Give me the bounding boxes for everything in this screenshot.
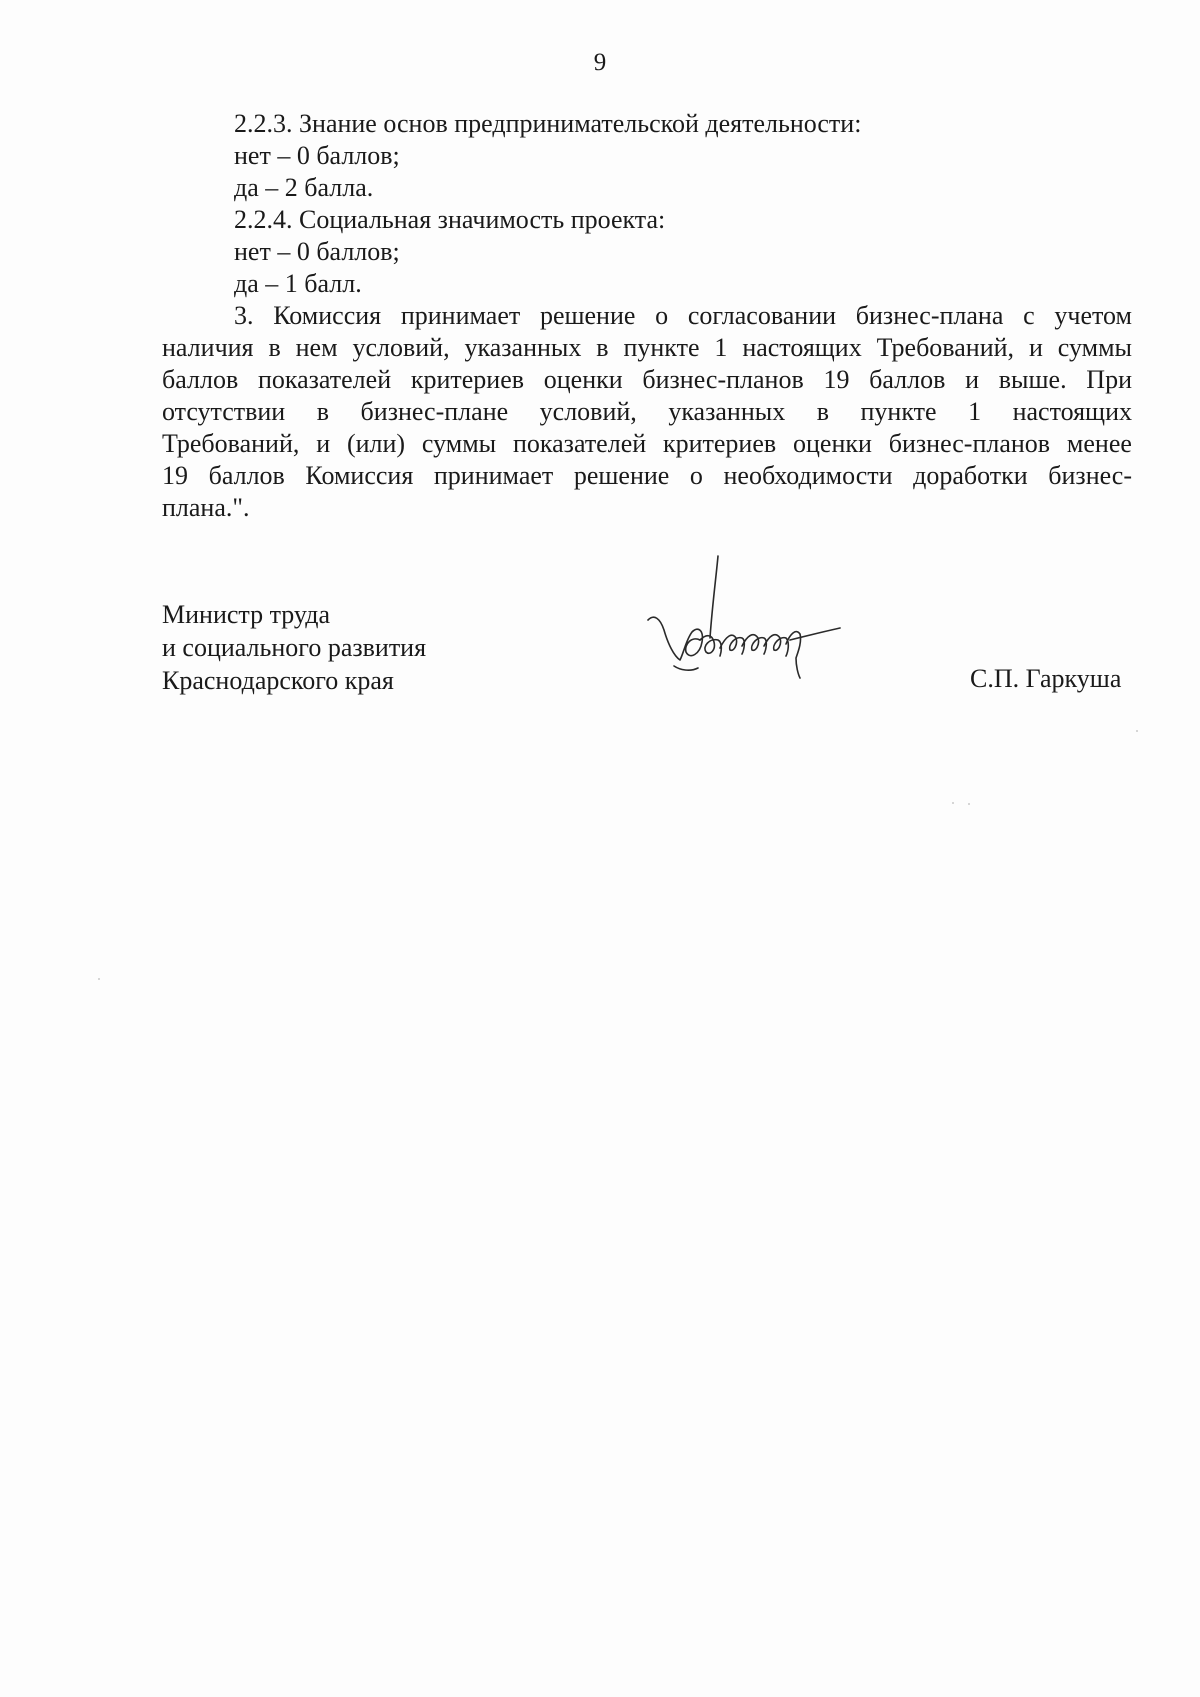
word: показателей bbox=[257, 365, 392, 394]
word: оценки bbox=[793, 429, 872, 458]
word: оценки bbox=[543, 365, 623, 394]
word: показателей bbox=[512, 429, 647, 458]
word: баллов bbox=[208, 461, 285, 490]
paragraph-line bbox=[162, 300, 1132, 332]
word: в bbox=[816, 397, 829, 426]
signatory-title-line: Краснодарского края bbox=[162, 666, 394, 695]
word: наличия bbox=[162, 333, 254, 362]
word: доработки bbox=[913, 461, 1028, 490]
word: принимает bbox=[400, 301, 521, 330]
paragraph-line bbox=[162, 332, 1132, 364]
handwritten-signature-icon bbox=[640, 548, 860, 698]
word: (или) bbox=[346, 429, 406, 458]
word: баллов bbox=[869, 365, 946, 394]
word: настоящих bbox=[1012, 397, 1132, 426]
word: указанных bbox=[668, 397, 786, 426]
word: бизнес- bbox=[1048, 461, 1132, 490]
word: в bbox=[268, 333, 281, 362]
clause-2-2-3-option-no: нет – 0 баллов; bbox=[234, 141, 400, 170]
word: Комиссия bbox=[273, 301, 382, 330]
clause-2-2-3: 2.2.3. Знание основ предпринимательской деятельности: bbox=[234, 109, 862, 138]
word: бизнес-планов bbox=[888, 429, 1051, 458]
signatory-title-line: и социального развития bbox=[162, 633, 427, 662]
scan-speck bbox=[1136, 730, 1138, 732]
paragraph-line bbox=[162, 396, 1132, 428]
scan-speck bbox=[952, 802, 954, 804]
word: баллов bbox=[162, 365, 239, 394]
word: 19 bbox=[823, 365, 850, 394]
word: пункте bbox=[860, 397, 937, 426]
word: условий, bbox=[539, 397, 637, 426]
word: в bbox=[596, 333, 609, 362]
word: нем bbox=[295, 333, 338, 362]
word: критериев bbox=[410, 365, 525, 394]
word: 3. bbox=[234, 301, 254, 330]
word: о bbox=[655, 301, 669, 330]
word: пункте bbox=[623, 333, 700, 362]
word: и bbox=[316, 429, 331, 458]
scan-speck bbox=[98, 978, 100, 980]
word: о bbox=[689, 461, 703, 490]
word: суммы bbox=[421, 429, 497, 458]
clause-2-2-4-option-no: нет – 0 баллов; bbox=[234, 237, 400, 266]
word: выше. bbox=[998, 365, 1067, 394]
page-number: 9 bbox=[593, 49, 607, 76]
word: 1 bbox=[714, 333, 728, 362]
word: 19 bbox=[162, 461, 188, 490]
word: Требований, bbox=[162, 429, 300, 458]
word: решение bbox=[573, 461, 670, 490]
paragraph-line bbox=[162, 428, 1132, 460]
clause-3-paragraph bbox=[162, 300, 1132, 524]
signatory-title bbox=[162, 598, 426, 697]
word: решение bbox=[539, 301, 636, 330]
clause-2-2-4-option-yes: да – 1 балл. bbox=[234, 269, 362, 298]
clause-2-2-3-option-yes: да – 2 балла. bbox=[234, 173, 374, 202]
word: указанных bbox=[464, 333, 582, 362]
word: принимает bbox=[433, 461, 554, 490]
word: критериев bbox=[662, 429, 777, 458]
paragraph-line bbox=[162, 460, 1132, 492]
word: настоящих bbox=[742, 333, 862, 362]
word: отсутствии bbox=[162, 397, 286, 426]
word: необходимости bbox=[723, 461, 893, 490]
word: суммы bbox=[1057, 333, 1132, 362]
word: При bbox=[1086, 365, 1132, 394]
paragraph-line: плана.". bbox=[162, 493, 250, 522]
word: согласовании bbox=[687, 301, 837, 330]
word: учетом bbox=[1054, 301, 1132, 330]
word: и bbox=[1028, 333, 1043, 362]
word: бизнес-плана bbox=[855, 301, 1004, 330]
word: Требований, bbox=[876, 333, 1015, 362]
word: с bbox=[1023, 301, 1035, 330]
word: бизнес-плане bbox=[360, 397, 509, 426]
signatory-title-line: Министр труда bbox=[162, 600, 331, 629]
word: бизнес-планов bbox=[642, 365, 804, 394]
signer-name: С.П. Гаркуша bbox=[970, 664, 1122, 693]
word: условий, bbox=[352, 333, 450, 362]
paragraph-line bbox=[162, 364, 1132, 396]
document-body bbox=[162, 108, 1132, 524]
word: Комиссия bbox=[305, 461, 414, 490]
word: 1 bbox=[968, 397, 982, 426]
word: и bbox=[965, 365, 980, 394]
scan-speck bbox=[968, 803, 970, 805]
word: в bbox=[316, 397, 330, 426]
clause-2-2-4: 2.2.4. Социальная значимость проекта: bbox=[234, 205, 666, 234]
word: менее bbox=[1066, 429, 1132, 458]
